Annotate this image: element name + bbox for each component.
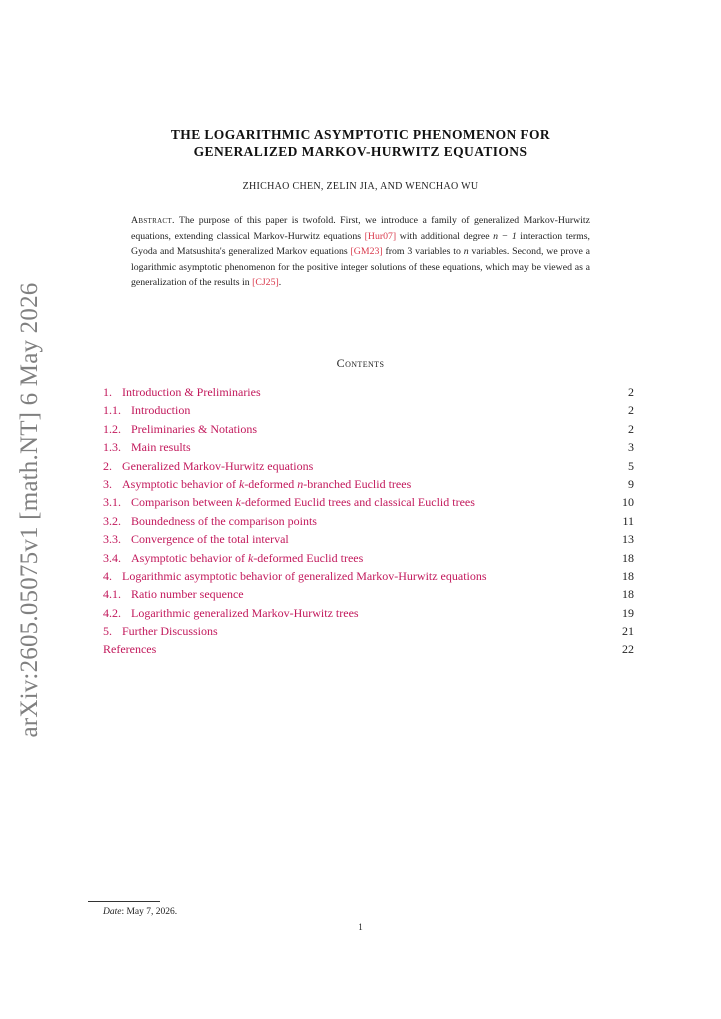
- toc-page: 18: [622, 587, 634, 602]
- toc-entry-1[interactable]: [103, 383, 634, 401]
- toc-page: 11: [622, 513, 634, 528]
- toc-label: Asymptotic behavior of k-deformed Euclid trees: [131, 550, 364, 565]
- citation-gm23-link[interactable]: [GM23]: [350, 246, 383, 258]
- toc-label: Boundedness of the comparison points: [131, 513, 317, 528]
- toc-entry-5[interactable]: [103, 622, 634, 640]
- toc-label: Logarithmic generalized Markov-Hurwitz trees: [131, 605, 359, 620]
- toc-page: 3: [628, 440, 634, 455]
- toc-label: Further Discussions: [122, 624, 218, 639]
- footnote-date-value: : May 7, 2026.: [121, 907, 178, 917]
- toc-number: 1.3.: [103, 440, 121, 455]
- toc-entry-3-4[interactable]: [103, 549, 634, 567]
- math-variable: k: [247, 550, 254, 565]
- citation-hur07-link[interactable]: [Hur07]: [364, 230, 397, 242]
- toc-entry-2[interactable]: [103, 457, 634, 475]
- toc-label: Comparison between k-deformed Euclid trees and classical Euclid trees: [131, 495, 475, 510]
- toc-entry-3-3[interactable]: [103, 530, 634, 548]
- abstract-text-4: from 3 variables to: [382, 246, 464, 258]
- math-n: n: [463, 246, 469, 258]
- author-list: ZHICHAO CHEN, ZELIN JIA, AND WENCHAO WU: [242, 181, 479, 192]
- toc-page: 19: [622, 605, 634, 620]
- toc-entry-4-1[interactable]: [103, 585, 634, 603]
- toc-number: 5.: [103, 624, 112, 639]
- math-n-minus-one: n − 1: [493, 230, 517, 242]
- toc-page: 10: [622, 495, 634, 510]
- title-line-1: THE LOGARITHMIC ASYMPTOTIC PHENOMENON FOR: [170, 127, 551, 142]
- toc-entry-3[interactable]: [103, 475, 634, 493]
- abstract-text-5: variables. Second, we prove a logarithmic asymptotic phenomenon for the positive integer solutions of these equations, which may be viewed as a generalization of the results in: [131, 246, 590, 289]
- toc-number: 3.2.: [103, 513, 121, 528]
- toc-label: Convergence of the total interval: [131, 532, 289, 547]
- toc-number: 3.4.: [103, 550, 121, 565]
- page-number: 1: [358, 922, 363, 932]
- toc-page: 2: [628, 421, 634, 436]
- table-of-contents: [103, 383, 634, 659]
- abstract-text-3: interaction terms, Gyoda and Matsushita's generalized Markov equations: [131, 230, 590, 258]
- toc-number: 4.1.: [103, 587, 121, 602]
- footnote-date-label: Date: [103, 907, 122, 917]
- contents-heading: Contents: [336, 356, 385, 370]
- toc-label: Ratio number sequence: [131, 587, 244, 602]
- paper-title: [100, 126, 621, 160]
- toc-label: Main results: [131, 440, 191, 455]
- footnote-rule: [88, 901, 160, 902]
- toc-number: 4.2.: [103, 605, 121, 620]
- abstract-text-1: The purpose of this paper is twofold. First, we introduce a family of generalized Markov-Hurwitz equations, extending classical Markov-Hurwitz equations: [131, 215, 590, 242]
- toc-label: Introduction: [131, 403, 191, 418]
- toc-label: Asymptotic behavior of k-deformed n-branched Euclid trees: [122, 476, 412, 491]
- math-variable: n: [297, 476, 304, 491]
- toc-number: 3.1.: [103, 495, 121, 510]
- toc-label: Generalized Markov-Hurwitz equations: [122, 458, 314, 473]
- toc-page: 18: [622, 550, 634, 565]
- toc-page: 18: [622, 568, 634, 583]
- toc-entry-3-2[interactable]: [103, 512, 634, 530]
- toc-page: 2: [628, 403, 634, 418]
- toc-label: Introduction & Preliminaries: [122, 385, 261, 399]
- toc-label: References: [103, 642, 157, 657]
- math-variable: k: [238, 476, 245, 491]
- toc-page: 21: [622, 624, 634, 639]
- toc-entry-4-2[interactable]: [103, 604, 634, 622]
- toc-page: 9: [628, 476, 634, 491]
- title-line-2: GENERALIZED MARKOV-HURWITZ EQUATIONS: [193, 144, 528, 159]
- abstract-heading: Abstract.: [131, 215, 175, 226]
- toc-number: 1.: [103, 385, 112, 399]
- abstract: [131, 213, 590, 291]
- toc-number: 3.: [103, 476, 112, 491]
- toc-entry-1-2[interactable]: [103, 420, 634, 438]
- toc-page: 22: [622, 642, 634, 657]
- toc-number: 3.3.: [103, 532, 121, 547]
- toc-page: 13: [622, 532, 634, 547]
- toc-label: Preliminaries & Notations: [131, 421, 257, 436]
- toc-number: 2.: [103, 458, 112, 473]
- toc-number: 1.2.: [103, 421, 121, 436]
- toc-entry-4[interactable]: [103, 567, 634, 585]
- toc-entry-1-1[interactable]: [103, 401, 634, 419]
- toc-page: 2: [628, 385, 634, 399]
- date-footnote: [103, 907, 177, 917]
- toc-label: Logarithmic asymptotic behavior of generalized Markov-Hurwitz equations: [122, 568, 487, 583]
- math-variable: k: [235, 495, 241, 510]
- abstract-text-6: .: [278, 277, 282, 289]
- toc-entry-1-3[interactable]: [103, 438, 634, 456]
- abstract-text-2: with additional degree: [396, 230, 494, 242]
- toc-entry-references[interactable]: [103, 640, 634, 658]
- citation-cj25-link[interactable]: [CJ25]: [252, 277, 279, 289]
- toc-number: 4.: [103, 568, 112, 583]
- toc-number: 1.1.: [103, 403, 121, 418]
- toc-entry-3-1[interactable]: [103, 493, 634, 511]
- arxiv-identifier-stamp: arXiv:2605.05075v1 [math.NT] 6 May 2026: [16, 282, 43, 738]
- toc-page: 5: [628, 458, 634, 473]
